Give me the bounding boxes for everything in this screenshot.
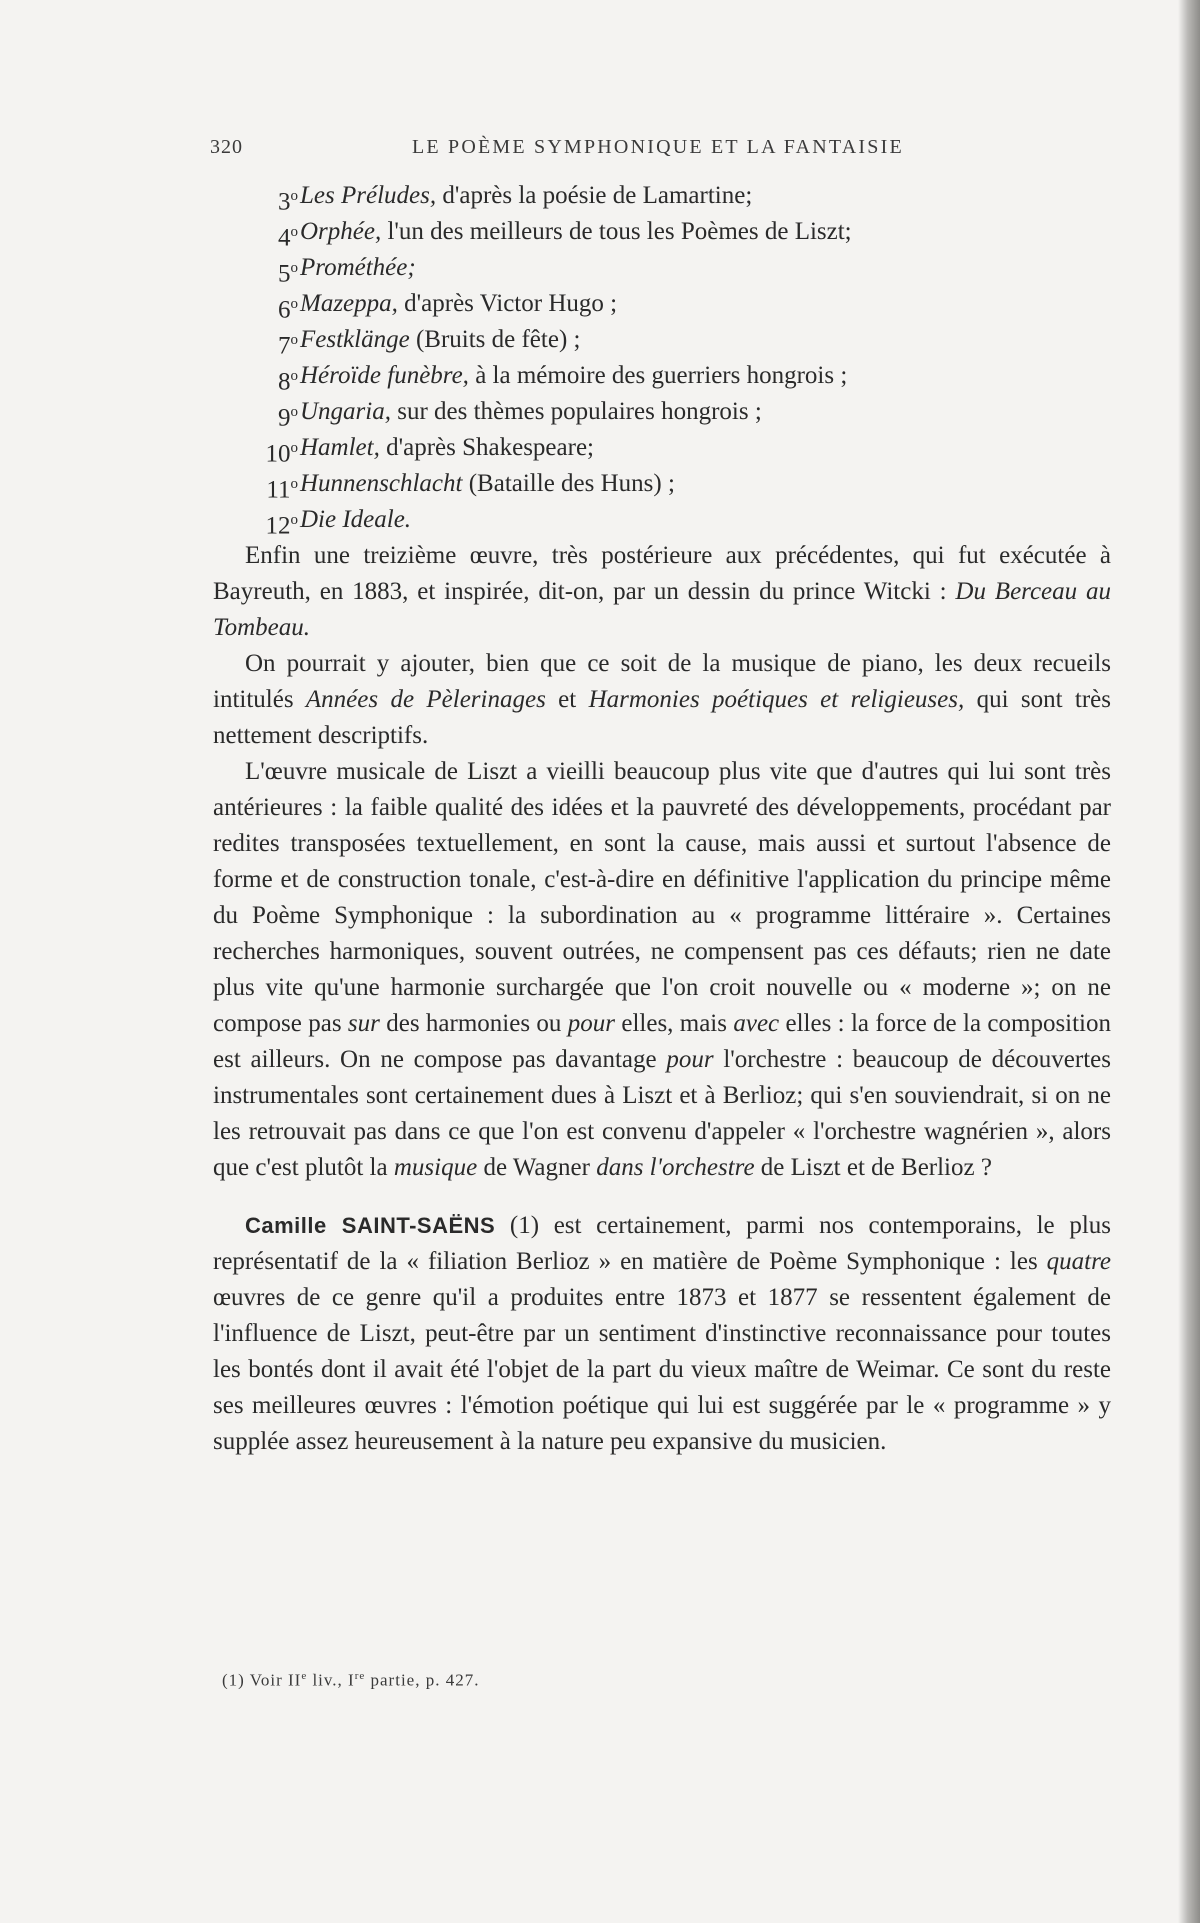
list-item: 10$^o$ Hamlet, d'après Shakespeare; (265, 434, 594, 468)
page-number: 320 (210, 136, 243, 158)
page-edge-shadow (1178, 0, 1200, 1923)
paragraph-thirteenth-work: Enfin une treizième œuvre, très postérieure aux précédentes, qui fut exécutée à Bayreuth, en 1883, et inspirée, dit-on, par un dessin du prince Witcki : Du Berceau au Tombeau. (213, 542, 1111, 641)
paragraph-piano-collections: On pourrait y ajouter, bien que ce soit de la musique de piano, les deux recueils intitulés Années de Pèlerinages et Harmonies poétiques et religieuses, qui sont très nettement descriptifs. (213, 650, 1111, 749)
paragraph-liszt-critique: L'œuvre musicale de Liszt a vieilli beaucoup plus vite que d'autres qui lui sont très antérieures : la faible qualité des idées et la pauvreté des développements, procédant par redites transposées textuellement, en sont la cause, mais aussi et surtout l'absence de forme et de construction tonale, c'est-à-dire en définitive l'application du principe même du Poème Symphonique : la subordination au « programme littéraire ». Certaines recherches harmoniques, souvent outrées, ne compensent pas ces défauts; rien ne date plus vite qu'une harmonie surchargée que l'on croit nouvelle ou « moderne »; on ne compose pas sur des harmonies ou pour elles, mais avec elles : la force de la composition est ailleurs. On ne compose pas davantage pour l'orchestre : beaucoup de découvertes instrumentales sont certainement dues à Liszt et à Berlioz; qui s'en souviendrait, si on ne les retrouvait pas dans ce que l'on est convenu d'appeler « l'orchestre wagnérien », alors que c'est plutôt la musique de Wagner dans l'orchestre de Liszt et de Berlioz ? (213, 758, 1112, 1181)
list-item: 8$^o$ Héroïde funèbre, à la mémoire des guerriers hongrois ; (278, 362, 848, 396)
author-name: Camille SAINT-SAËNS (245, 1213, 496, 1238)
symphonic-poems-list (0, 178, 1200, 538)
list-item: 9$^o$ Ungaria, sur des thèmes populaires hongrois ; (278, 398, 762, 432)
list-item: 4$^o$ Orphée, l'un des meilleurs de tous les Poèmes de Liszt; (278, 218, 852, 252)
list-item: 3$^o$ Les Préludes, d'après la poésie de Lamartine; (278, 182, 753, 216)
running-title: LE POÈME SYMPHONIQUE ET LA FANTAISIE (412, 136, 904, 158)
list-item: 11$^o$ Hunnenschlacht (Bataille des Huns) ; (266, 470, 675, 504)
list-item: 6$^o$ Mazeppa, d'après Victor Hugo ; (278, 290, 618, 324)
paragraph-saint-saens: Camille SAINT-SAËNS (1) est certainement, parmi nos contemporains, le plus représentatif de la « filiation Berlioz » en matière de Poème Symphonique : les quatre œuvres de ce genre qu'il a produites entre 1873 et 1877 se ressentent également de l'influence de Liszt, peut-être par un sentiment d'instinctive reconnaissance pour toutes les bontés dont il avait été l'objet de la part du vieux maître de Weimar. Ce sont du reste ses meilleures œuvres : l'émotion poétique qui lui est suggérée par le « programme » y supplée assez heureusement à la nature peu expansive du musicien. (213, 1212, 1112, 1455)
list-item: 12$^o$ Die Ideale. (265, 506, 412, 540)
list-item: 5$^o$ Prométhée; (278, 254, 416, 288)
footnote: (1) Voir IIe liv., Ire partie, p. 427. (222, 1670, 480, 1690)
list-item: 7$^o$ Festklänge (Bruits de fête) ; (278, 326, 581, 360)
body-text (213, 538, 1111, 1460)
